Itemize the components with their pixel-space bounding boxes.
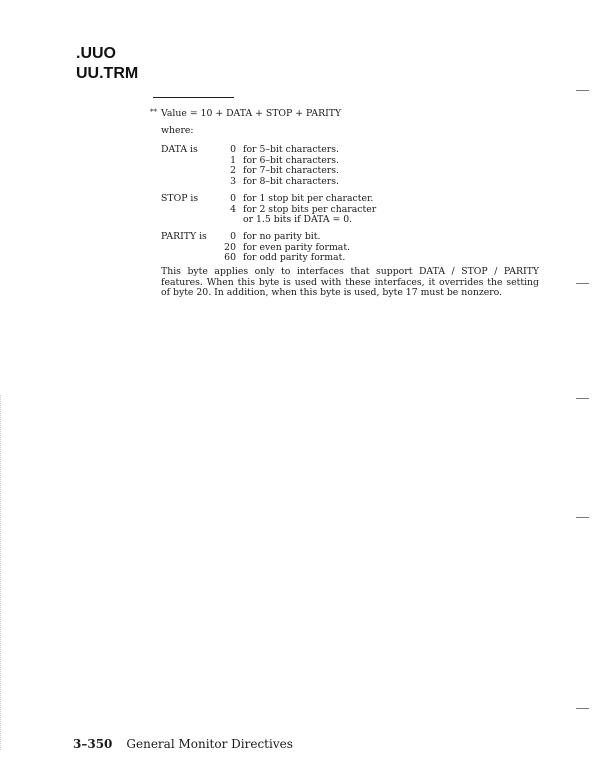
parity-code: 20: [224, 241, 236, 253]
footnote-rule: [153, 97, 234, 98]
data-desc: for 5–bit characters.: [243, 144, 339, 155]
header-line-2: UU.TRM: [76, 65, 139, 82]
page-footer: [73, 737, 293, 751]
parity-desc: for odd parity format.: [243, 252, 346, 263]
margin-mark: [576, 90, 589, 91]
scan-bleed-line: [0, 395, 1, 750]
footer-title: General Monitor Directives: [126, 737, 293, 751]
formula-text: Value = 10 + DATA + STOP + PARITY: [161, 108, 342, 119]
group-label-parity: PARITY is: [161, 231, 207, 242]
data-code: 1: [230, 154, 236, 166]
footnote-formula: [150, 107, 341, 119]
footnote-marker: **: [150, 108, 157, 116]
parity-code: 0: [230, 231, 236, 242]
data-desc: for 8–bit characters.: [243, 175, 339, 187]
data-desc: for 6–bit characters.: [243, 154, 339, 166]
margin-mark: [576, 517, 589, 518]
header-line-1: .UUO: [76, 45, 116, 62]
where-label: where:: [161, 125, 194, 136]
page-number: 3–350: [73, 737, 113, 751]
margin-mark: [576, 398, 589, 399]
data-code: 3: [230, 175, 236, 187]
margin-mark: [576, 708, 589, 709]
stop-code: 4: [230, 203, 236, 215]
stop-code: 0: [230, 193, 236, 204]
stop-desc: for 2 stop bits per character: [243, 203, 377, 215]
explanatory-note: This byte applies only to interfaces that support DATA / STOP / PARITY features. When this byte is used with these interfaces, it overrides the setting of byte 20. In addition, when this byte is used, byte 17 must be nonzero.: [161, 266, 539, 299]
data-desc: for 7–bit characters.: [243, 165, 339, 176]
parity-desc: for even parity format.: [243, 241, 351, 253]
data-code: 2: [230, 165, 236, 176]
stop-desc: for 1 stop bit per character.: [243, 193, 374, 204]
group-label-data: DATA is: [161, 144, 198, 155]
stop-desc: or 1.5 bits if DATA = 0.: [243, 214, 353, 225]
parity-code: 60: [224, 252, 236, 263]
group-label-stop: STOP is: [161, 193, 199, 204]
parity-desc: for no parity bit.: [243, 231, 321, 242]
data-code: 0: [230, 144, 236, 155]
margin-mark: [576, 283, 589, 284]
